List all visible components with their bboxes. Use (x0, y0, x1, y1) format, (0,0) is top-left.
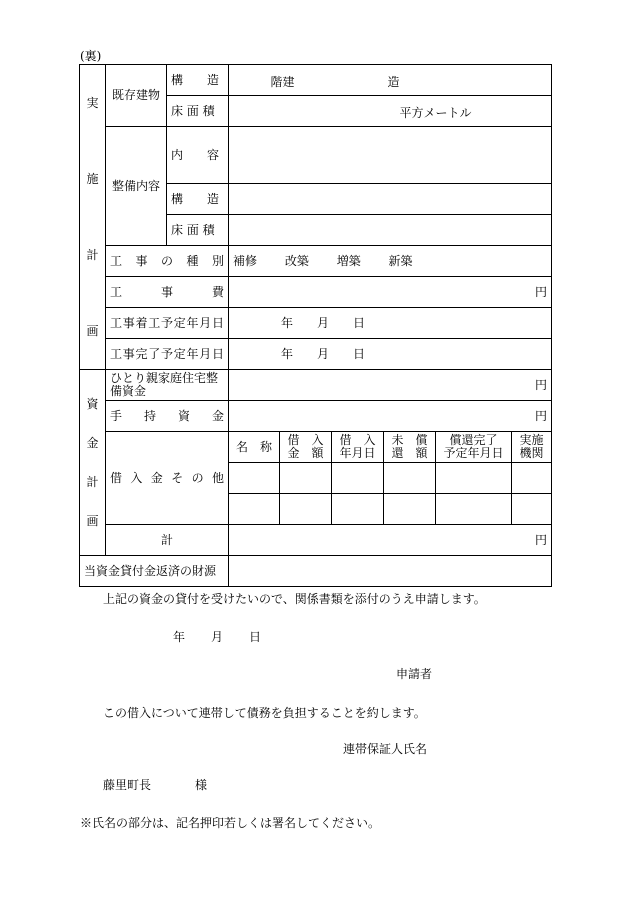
yen-unit: 円 (534, 377, 547, 392)
addressee (103, 776, 207, 793)
improvement-content-label: 内 容 (167, 127, 229, 184)
existing-building-label: 既存建物 (106, 65, 167, 127)
application-statement: 上記の資金の貸付を受けたいので、関係書類を添付のうえ申請します。 (103, 592, 486, 606)
single-parent-fund-field[interactable] (229, 370, 552, 401)
loan-row-1-lender[interactable] (512, 463, 552, 494)
signature-note: ※氏名の部分は、記名押印若しくは署名してください。 (80, 816, 381, 830)
single-parent-fund-label: ひとり親家庭住宅整備資金 (106, 370, 229, 401)
loan-header-name: 名 称 (229, 432, 280, 463)
loan-row-1-amount[interactable] (280, 463, 332, 494)
structure-type-unit: 造 (387, 74, 400, 89)
guarantor-statement: この借入について連帯して債務を負担することを約します。 (103, 706, 426, 720)
applicant-label: 申請者 (396, 667, 433, 681)
work-type-rebuild[interactable]: 改築 (284, 253, 309, 268)
end-date-field[interactable]: 年 月 日 (229, 339, 552, 370)
addressee-honorific: 様 (195, 778, 208, 792)
yen-unit: 円 (534, 532, 547, 547)
loan-header-outstanding: 未 償 還 額 (384, 432, 436, 463)
work-type-extension[interactable]: 増築 (336, 253, 361, 268)
loan-row-1-repay-date[interactable] (436, 463, 512, 494)
existing-floor-area-label: 床 面 積 (167, 96, 229, 127)
loan-row-2-date[interactable] (332, 494, 384, 525)
total-label: 計 (106, 525, 229, 556)
start-date-field[interactable]: 年 月 日 (229, 308, 552, 339)
work-cost-label: 工事費 (106, 277, 229, 308)
loan-header-amount: 借 入 金 額 (280, 432, 332, 463)
own-funds-label: 手持資金 (106, 401, 229, 432)
improvement-content-field[interactable] (229, 127, 552, 184)
repayment-source-label: 当資金貸付金返済の財源 (80, 556, 229, 587)
application-date[interactable]: 年 月 日 (173, 630, 262, 644)
application-form-table (79, 64, 552, 587)
plan-section-label: 実 施 計 画 (80, 65, 106, 370)
guarantor-label: 連帯保証人氏名 (343, 742, 428, 756)
work-cost-field[interactable] (229, 277, 552, 308)
own-funds-field[interactable] (229, 401, 552, 432)
floor-area-unit: 平方メートル (399, 105, 472, 120)
start-date-label: 工事着工予定年月日 (106, 308, 229, 339)
loan-row-1-name[interactable] (229, 463, 280, 494)
existing-floor-area-field[interactable] (229, 96, 552, 127)
loan-row-1-date[interactable] (332, 463, 384, 494)
improvement-label: 整備内容 (106, 127, 167, 246)
existing-structure-field[interactable] (229, 65, 552, 96)
work-type-options[interactable] (229, 246, 552, 277)
back-side-label: (裏) (80, 49, 102, 63)
existing-structure-label: 構 造 (167, 65, 229, 96)
loan-row-2-repay-date[interactable] (436, 494, 512, 525)
loan-row-1-outstanding[interactable] (384, 463, 436, 494)
floors-unit: 階建 (270, 74, 295, 89)
improvement-floor-area-label: 床 面 積 (167, 215, 229, 246)
yen-unit: 円 (534, 408, 547, 423)
loan-header-repay-date: 償還完了 予定年月日 (436, 432, 512, 463)
work-type-label: 工事の種別 (106, 246, 229, 277)
loan-row-2-lender[interactable] (512, 494, 552, 525)
end-date-label: 工事完了予定年月日 (106, 339, 229, 370)
addressee-name: 藤里町長 (103, 778, 152, 792)
loan-header-date: 借 入 年月日 (332, 432, 384, 463)
loan-row-2-amount[interactable] (280, 494, 332, 525)
improvement-structure-field[interactable] (229, 184, 552, 215)
improvement-floor-area-field[interactable] (229, 215, 552, 246)
loan-header-lender: 実施 機関 (512, 432, 552, 463)
work-type-repair[interactable]: 補修 (233, 253, 258, 268)
work-type-new[interactable]: 新築 (388, 253, 413, 268)
yen-unit: 円 (534, 284, 547, 299)
other-loans-label: 借入金その他 (106, 432, 229, 525)
loan-row-2-name[interactable] (229, 494, 280, 525)
loan-row-2-outstanding[interactable] (384, 494, 436, 525)
improvement-structure-label: 構 造 (167, 184, 229, 215)
total-field[interactable] (229, 525, 552, 556)
funding-section-label: 資 金 計 画 (80, 370, 106, 556)
repayment-source-field[interactable] (229, 556, 552, 587)
